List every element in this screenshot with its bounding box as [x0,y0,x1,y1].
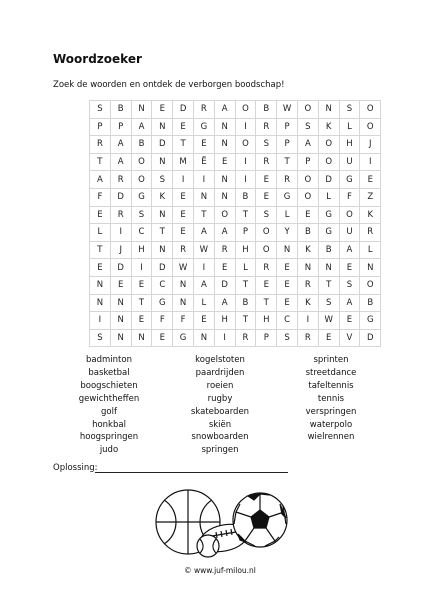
grid-cell[interactable]: A [214,294,235,312]
grid-cell[interactable]: P [235,224,256,242]
grid-cell[interactable]: I [90,312,111,330]
grid-cell[interactable]: R [256,259,277,277]
grid-cell[interactable]: N [152,118,173,136]
grid-cell[interactable]: D [318,171,339,189]
grid-cell[interactable]: D [360,329,381,347]
grid-cell[interactable]: E [131,276,152,294]
grid-cell[interactable]: G [277,188,298,206]
grid-row [90,171,381,189]
grid-cell[interactable]: T [173,136,194,154]
grid-cell[interactable]: G [173,329,194,347]
grid-cell[interactable]: N [90,276,111,294]
grid-cell[interactable]: L [277,206,298,224]
word-item: rugby [207,393,233,404]
grid-cell[interactable]: A [214,224,235,242]
grid-cell[interactable]: S [297,118,318,136]
grid-cell[interactable]: N [152,241,173,259]
grid-cell[interactable]: E [152,329,173,347]
grid-cell[interactable]: I [131,259,152,277]
grid-cell[interactable]: T [277,153,298,171]
grid-row [90,259,381,277]
grid-cell[interactable]: E [297,206,318,224]
grid-cell[interactable]: I [173,171,194,189]
grid-cell[interactable]: B [297,224,318,242]
page-title: Woordzoeker [53,52,142,66]
grid-cell[interactable]: N [110,329,131,347]
grid-cell[interactable]: L [318,188,339,206]
grid-cell[interactable]: L [339,118,360,136]
grid-cell[interactable]: E [360,171,381,189]
grid-cell[interactable]: R [256,118,277,136]
grid-cell[interactable]: G [318,206,339,224]
grid-cell[interactable]: U [339,224,360,242]
grid-cell[interactable]: A [90,171,111,189]
grid-cell[interactable]: E [193,312,214,330]
grid-cell[interactable]: F [173,312,194,330]
grid-cell[interactable]: N [277,241,298,259]
grid-row [90,101,381,119]
grid-cell[interactable]: R [235,329,256,347]
grid-cell[interactable]: W [173,259,194,277]
word-item: kogelstoten [195,355,245,365]
grid-cell[interactable]: E [214,259,235,277]
grid-cell[interactable]: E [193,136,214,154]
grid-cell[interactable]: O [360,276,381,294]
word-item: honkbal [92,419,126,430]
grid-cell[interactable]: E [110,276,131,294]
grid-cell[interactable]: E [256,171,277,189]
grid-cell[interactable]: O [297,171,318,189]
grid-cell[interactable]: N [173,294,194,312]
grid-cell[interactable]: O [235,136,256,154]
grid-cell[interactable]: N [152,206,173,224]
grid-cell[interactable]: T [318,276,339,294]
solution-label: Oplossing: [53,463,98,473]
grid-cell[interactable]: B [110,101,131,119]
grid-cell[interactable]: E [277,294,298,312]
grid-cell[interactable]: P [297,153,318,171]
grid-cell[interactable]: E [152,101,173,119]
grid-cell[interactable]: T [235,312,256,330]
grid-cell[interactable]: T [256,294,277,312]
grid-cell[interactable]: G [152,294,173,312]
word-search-grid [89,100,381,347]
grid-cell[interactable]: E [277,276,298,294]
grid-cell[interactable]: R [297,276,318,294]
grid-cell[interactable]: I [193,259,214,277]
grid-cell[interactable]: S [152,171,173,189]
grid-cell[interactable]: S [256,136,277,154]
grid-cell[interactable]: E [90,259,111,277]
sports-balls-illustration [150,480,290,562]
grid-cell[interactable]: N [297,259,318,277]
word-item: wielrennen [307,432,355,443]
word-item: tafeltennis [308,380,354,391]
soccer-ball-icon [233,493,287,547]
grid-cell[interactable]: T [90,153,111,171]
grid-cell[interactable]: F [339,188,360,206]
grid-cell[interactable]: E [131,312,152,330]
grid-cell[interactable]: B [256,101,277,119]
grid-cell[interactable]: B [318,241,339,259]
grid-cell[interactable]: R [173,241,194,259]
grid-row [90,188,381,206]
grid-row [90,118,381,136]
word-item: skiën [208,419,232,430]
grid-row [90,136,381,154]
grid-cell[interactable]: E [339,259,360,277]
grid-row [90,312,381,330]
grid-cell[interactable]: O [131,153,152,171]
grid-cell[interactable]: K [360,206,381,224]
grid-cell[interactable]: R [297,329,318,347]
grid-cell[interactable]: T [193,206,214,224]
grid-cell[interactable]: O [256,224,277,242]
grid-cell[interactable]: H [214,312,235,330]
word-item: golf [101,406,117,417]
grid-row [90,294,381,312]
grid-cell[interactable]: E [256,188,277,206]
grid-cell[interactable]: A [193,276,214,294]
grid-cell[interactable]: F [90,188,111,206]
grid-cell[interactable]: E [173,224,194,242]
grid-cell[interactable]: T [152,224,173,242]
grid-cell[interactable]: H [339,136,360,154]
grid-cell[interactable]: G [193,118,214,136]
grid-cell[interactable]: O [297,101,318,119]
grid-cell[interactable]: H [256,312,277,330]
solution-answer-line[interactable] [95,472,288,473]
word-column-3 [276,354,386,457]
word-item: waterpolo [309,419,353,430]
word-item: sprinten [313,355,349,365]
grid-cell[interactable]: P [256,329,277,347]
copyright-footer: © www.juf-milou.nl [184,566,256,575]
grid-cell[interactable]: G [318,224,339,242]
grid-cell[interactable]: L [193,294,214,312]
grid-cell[interactable]: O [318,153,339,171]
grid-cell[interactable]: A [110,136,131,154]
grid-cell[interactable]: D [214,276,235,294]
word-item: gewichtheffen [78,393,140,404]
grid-cell[interactable]: P [90,118,111,136]
grid-cell[interactable]: Y [277,224,298,242]
grid-cell[interactable]: I [235,171,256,189]
grid-cell[interactable]: N [131,329,152,347]
word-item: springen [201,445,239,456]
grid-cell[interactable]: T [235,206,256,224]
grid-cell[interactable]: I [297,312,318,330]
grid-cell[interactable]: G [131,188,152,206]
word-item: verspringen [305,406,357,417]
grid-cell[interactable]: C [152,276,173,294]
grid-cell[interactable]: N [318,101,339,119]
grid-cell[interactable]: D [152,136,173,154]
grid-cell[interactable]: H [235,241,256,259]
grid-cell[interactable]: A [214,101,235,119]
grid-cell[interactable]: N [214,136,235,154]
grid-cell[interactable]: R [360,224,381,242]
grid-cell[interactable]: E [90,206,111,224]
grid-cell[interactable]: S [277,329,298,347]
grid-cell[interactable]: N [193,188,214,206]
grid-cell[interactable]: K [297,294,318,312]
word-item: tennis [317,393,345,404]
grid-cell[interactable]: C [131,224,152,242]
word-item: judo [99,445,119,456]
grid-cell[interactable]: R [214,241,235,259]
grid-cell[interactable]: D [110,259,131,277]
grid-cell[interactable]: N [110,294,131,312]
word-item: skateboarden [190,406,250,417]
grid-cell[interactable]: N [173,276,194,294]
grid-cell[interactable]: S [90,101,111,119]
grid-cell[interactable]: S [256,206,277,224]
grid-cell[interactable]: N [318,259,339,277]
grid-cell[interactable]: E [277,259,298,277]
grid-cell[interactable]: N [152,153,173,171]
grid-cell[interactable]: D [152,259,173,277]
grid-cell[interactable]: R [193,101,214,119]
grid-cell[interactable]: N [214,188,235,206]
grid-cell[interactable]: N [193,329,214,347]
grid-cell[interactable]: O [360,118,381,136]
grid-cell[interactable]: S [318,294,339,312]
grid-cell[interactable]: K [318,118,339,136]
grid-cell[interactable]: H [131,241,152,259]
grid-cell[interactable]: A [297,136,318,154]
grid-cell[interactable]: O [339,206,360,224]
grid-cell[interactable]: C [277,312,298,330]
grid-cell[interactable]: E [214,153,235,171]
grid-cell[interactable]: J [110,241,131,259]
grid-cell[interactable]: B [235,188,256,206]
word-column-2 [165,354,275,457]
grid-cell[interactable]: O [131,171,152,189]
grid-cell[interactable]: T [235,276,256,294]
grid-cell[interactable]: S [131,206,152,224]
grid-cell[interactable]: E [173,206,194,224]
grid-cell[interactable]: I [110,224,131,242]
word-item: basketbal [88,367,130,378]
word-item: streetdance [305,367,357,378]
grid-cell[interactable]: N [360,259,381,277]
grid-cell[interactable]: T [131,294,152,312]
grid-cell[interactable]: M [173,153,194,171]
grid-cell[interactable]: I [360,153,381,171]
grid-cell[interactable]: A [339,294,360,312]
word-item: paardrijden [195,367,245,378]
word-item: badminton [86,355,132,365]
grid-cell[interactable]: R [277,171,298,189]
grid-cell[interactable]: S [339,276,360,294]
grid-cell[interactable]: N [90,294,111,312]
word-item: hoogspringen [79,432,139,443]
grid-row [90,153,381,171]
grid-cell[interactable]: E [318,329,339,347]
grid-cell[interactable]: A [339,241,360,259]
grid-cell[interactable]: L [360,241,381,259]
grid-cell[interactable]: E [339,312,360,330]
grid-cell[interactable]: K [152,188,173,206]
grid-row [90,241,381,259]
instruction-text: Zoek de woorden en ontdek de verborgen boodschap! [53,80,285,90]
grid-cell[interactable]: I [235,118,256,136]
grid-cell[interactable]: E [173,118,194,136]
grid-cell[interactable]: W [277,101,298,119]
grid-cell[interactable]: I [193,171,214,189]
grid-cell[interactable]: O [318,136,339,154]
grid-cell[interactable]: L [90,224,111,242]
grid-cell[interactable]: J [360,136,381,154]
grid-cell[interactable]: W [318,312,339,330]
grid-cell[interactable]: V [339,329,360,347]
word-item: roeien [206,380,234,391]
grid-cell[interactable]: D [110,188,131,206]
grid-row [90,329,381,347]
grid-cell[interactable]: B [360,294,381,312]
grid-cell[interactable]: L [235,259,256,277]
grid-row [90,276,381,294]
grid-cell[interactable]: B [131,136,152,154]
grid-cell[interactable]: P [277,136,298,154]
grid-cell[interactable]: N [131,101,152,119]
grid-cell[interactable]: O [297,188,318,206]
grid-cell[interactable]: T [90,241,111,259]
grid-cell[interactable]: I [214,329,235,347]
grid-cell[interactable]: B [235,294,256,312]
baseball-icon [197,535,219,557]
grid-cell[interactable]: R [256,153,277,171]
grid-cell[interactable]: Ë [193,153,214,171]
grid-row [90,206,381,224]
grid-cell[interactable]: A [193,224,214,242]
grid-cell[interactable]: O [214,206,235,224]
grid-cell[interactable]: G [339,171,360,189]
grid-cell[interactable]: S [90,329,111,347]
grid-cell[interactable]: O [256,241,277,259]
word-list [54,354,386,457]
grid-cell[interactable]: A [131,118,152,136]
grid-cell[interactable]: O [235,101,256,119]
grid-cell[interactable]: R [110,206,131,224]
grid-cell[interactable]: P [277,118,298,136]
word-item: boogschieten [80,380,138,391]
grid-cell[interactable]: S [339,101,360,119]
grid-cell[interactable]: A [110,153,131,171]
grid-cell[interactable]: U [339,153,360,171]
word-item: snowboarden [191,432,249,443]
grid-cell[interactable]: O [360,101,381,119]
grid-cell[interactable]: N [214,171,235,189]
grid-cell[interactable]: K [297,241,318,259]
grid-row [90,224,381,242]
grid-cell[interactable]: D [173,101,194,119]
grid-cell[interactable]: R [110,171,131,189]
grid-cell[interactable]: E [256,276,277,294]
grid-cell[interactable]: R [90,136,111,154]
grid-cell[interactable]: P [110,118,131,136]
grid-cell[interactable]: I [235,153,256,171]
grid-cell[interactable]: N [110,312,131,330]
grid-cell[interactable]: E [173,188,194,206]
grid-cell[interactable]: W [193,241,214,259]
word-column-1 [54,354,164,457]
grid-cell[interactable]: F [152,312,173,330]
grid-cell[interactable]: G [360,312,381,330]
grid-cell[interactable]: Z [360,188,381,206]
grid-cell[interactable]: N [214,118,235,136]
